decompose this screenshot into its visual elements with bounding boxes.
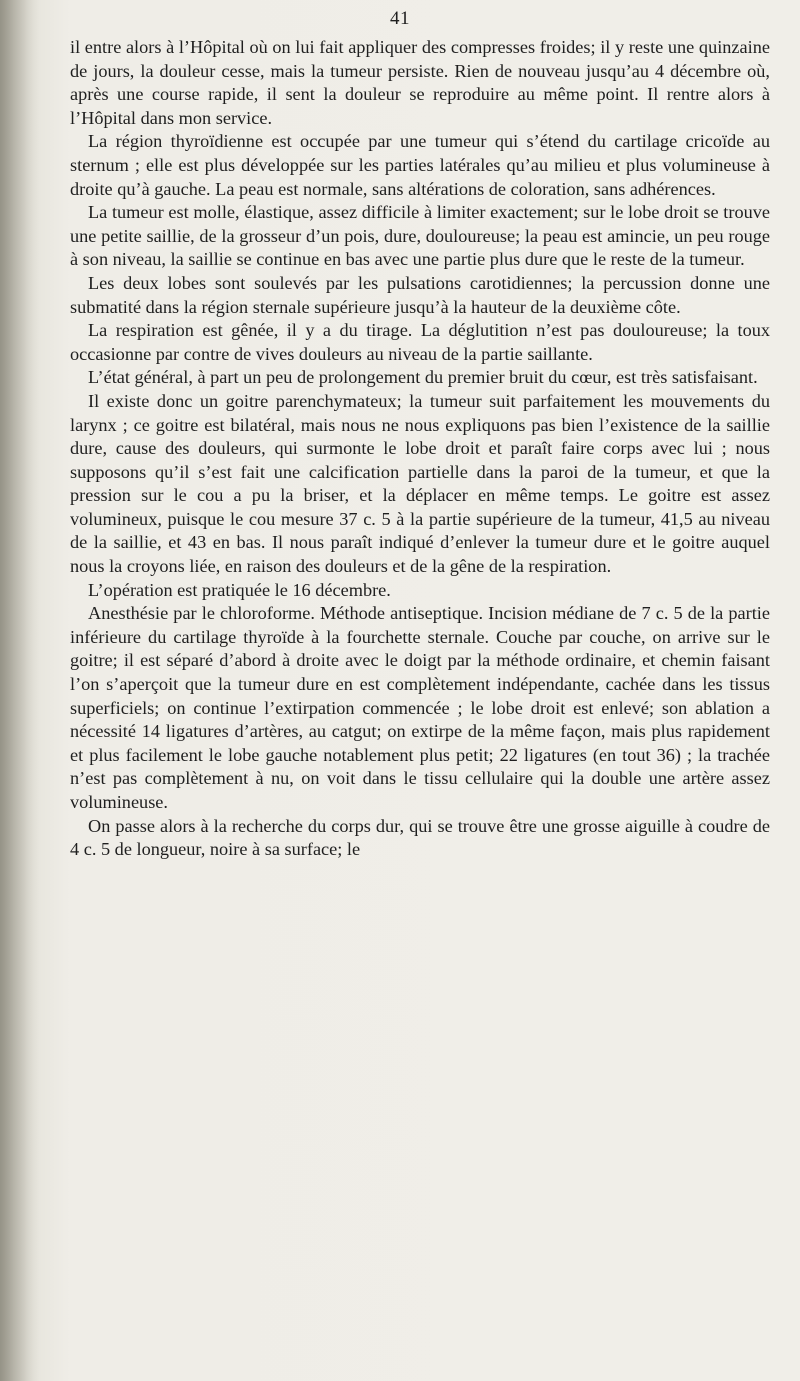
body-text: [70, 36, 770, 862]
paragraph-10: On passe alors à la recherche du corps dur, qui se trouve être une grosse aiguille à coudre de 4 c. 5 de longueur, noire à sa surface; le: [70, 815, 770, 860]
paragraph-2: La région thyroïdienne est occupée par une tumeur qui s’étend du cartilage cricoïde au sternum ; elle est plus développée sur les parties latérales qu’au milieu et plus volumineuse à droite qu’à gauche. La peau est normale, sans altérations de coloration, sans adhérences.: [70, 131, 770, 199]
paragraph-1: il entre alors à l’Hôpital où on lui fait appliquer des compresses froides; il y reste une quinzaine de jours, la douleur cesse, mais la tumeur persiste. Rien de nouveau jusqu’au 4 décembre où, après une course rapide, il sent la douleur se reproduire au même point. Il rentre alors à l’Hôpital dans mon service.: [70, 37, 770, 128]
paragraph-8: L’opération est pratiquée le 16 décembre.: [88, 579, 391, 600]
paragraph-5: La respiration est gênée, il y a du tirage. La déglutition n’est pas douloureuse; la toux occasionne par contre de vives douleurs au niveau de la partie saillante.: [70, 320, 770, 364]
binding-shadow: [0, 0, 40, 1381]
paragraph-6: L’état général, à part un peu de prolongement du premier bruit du cœur, est très satisfaisant.: [88, 367, 758, 388]
paragraph-7: Il existe donc un goitre parenchymateux; la tumeur suit parfaitement les mouvements du larynx ; ce goitre est bilatéral, mais nous ne nous expliquons pas bien l’existence de la saillie dure, cause des douleurs, qui surmonte le lobe droit et paraît faire corps avec lui ; nous supposons qu’il s’est fait une calcification partielle dans la paroi de la tumeur, et que la pression sur le cou a pu la briser, et la déplacer en même temps. Le goitre est assez volumineux, puisque le cou mesure 37 c. 5 à la partie supérieure de la tumeur, 41,5 au niveau de la saillie, et 43 en bas. Il nous paraît indiqué d’enlever la tumeur dure et le goitre auquel nous la croyons liée, en raison des douleurs et de la gêne de la respiration.: [70, 390, 770, 577]
paragraph-9: Anesthésie par le chloroforme. Méthode antiseptique. Incision médiane de 7 c. 5 de la partie inférieure du cartilage thyroïde à la fourchette sternale. Couche par couche, on arrive sur le goitre; il est séparé d’abord à droite avec le doigt par la méthode ordinaire, et chemin faisant l’on s’aperçoit que la tumeur dure en est complètement indépendante, cachée dans les tissus superficiels; on continue l’extirpation commencée ; le lobe droit est enlevé; son ablation a nécessité 14 ligatures d’artères, au catgut; on extirpe de la même façon, mais plus rapidement et plus facilement le lobe gauche notablement plus petit; 22 ligatures (en tout 36) ; la trachée n’est pas complètement à nu, on voit dans le tissu cellulaire qui la double une artère assez volumineuse.: [70, 603, 770, 812]
paragraph-4: Les deux lobes sont soulevés par les pulsations carotidiennes; la percussion donne une submatité dans la région sternale supérieure jusqu’à la hauteur de la deuxième côte.: [70, 272, 770, 317]
paragraph-3: La tumeur est molle, élastique, assez difficile à limiter exactement; sur le lobe droit se trouve une petite saillie, de la grosseur d’un pois, dure, douloureuse; la peau est amincie, un peu rouge à son niveau, la saillie se continue en bas avec une partie plus dure que le reste de la tumeur.: [70, 202, 770, 270]
page-number: 41: [390, 8, 410, 29]
